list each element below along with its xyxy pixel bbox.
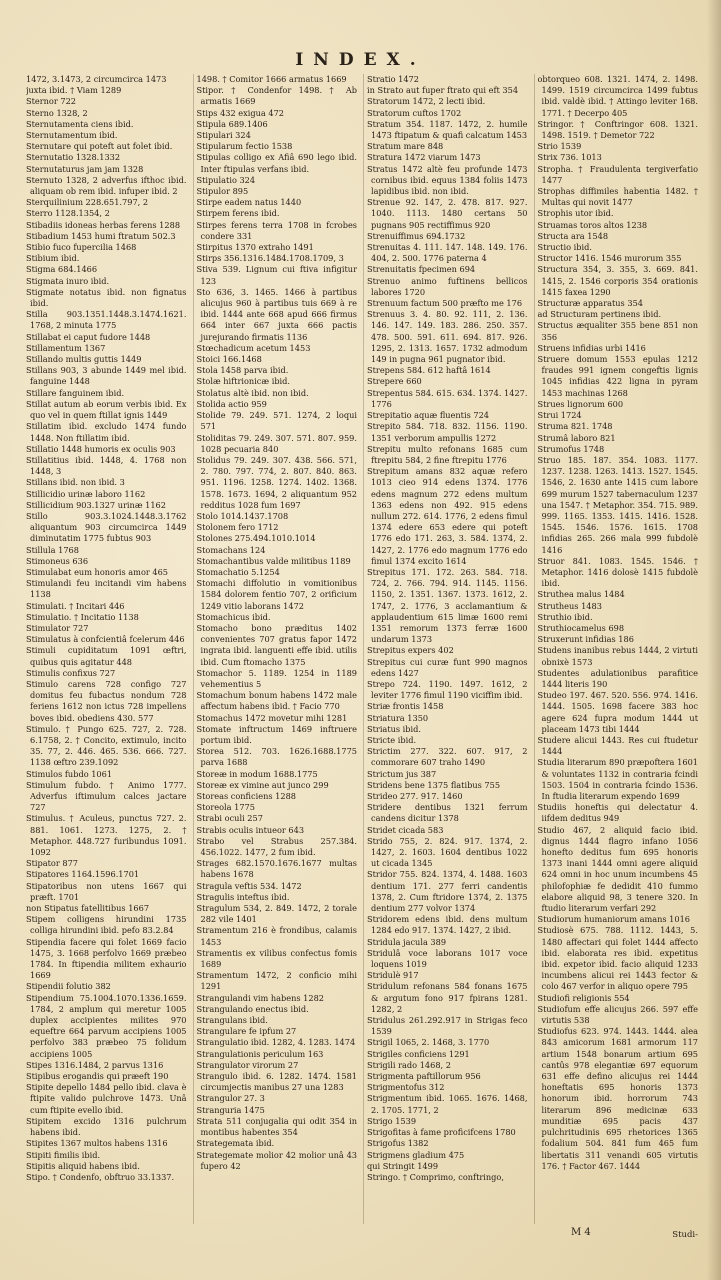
- index-entry: Stomate inftructum 1469 inftruere portum ibid.: [196, 723, 357, 745]
- index-entry: Strigil 1065, 2. 1468, 3. 1770: [367, 1037, 490, 1048]
- index-entry: Strio 1539: [537, 141, 582, 152]
- index-entry: Strenue 92. 147, 2. 478. 817. 927. 1040. 1113. 1480 certans 50 pugnans 905 rectiffimus 920: [367, 197, 528, 230]
- index-entry: Stricte ibid.: [367, 734, 417, 745]
- index-entry: 1498. † Comitor 1666 armatus 1669: [196, 74, 347, 84]
- index-entry: Stimulati. † Incitari 446: [26, 600, 125, 611]
- index-entry: Stipendia facere qui folet 1669 facio 1475, 3. 1668 perfolvo 1669 præbeo 1784. In ftipendia militem exhaurio 1669: [26, 936, 187, 981]
- index-entry: Stridulus 261.292.917 in Strigas feco 1539: [367, 1015, 528, 1037]
- index-entry: Studia literarum 890 præpoftera 1601 & voluntates 1132 in contraria fcindi 1503. 1504 in contraria fcindo 1536. In ftudia literarum expendo 1699: [537, 757, 698, 801]
- index-entry: Stratio 1472: [367, 74, 419, 84]
- index-entry: Stillans 903, 3 abunde 1449 mel ibid. fanguine 1448: [26, 365, 187, 387]
- index-entry: Storeæ in modum 1688.1775: [196, 768, 318, 779]
- index-entry: Stratura 1472 viarum 1473: [367, 152, 481, 163]
- index-entry: Struthea malus 1484: [537, 589, 625, 600]
- index-entry: Strata 511 conjugalia qui odit 354 in montibus habentes 354: [196, 1115, 357, 1138]
- index-entry: Studiofus 623. 974. 1443. 1444. alea 843 amicorum 1681 armorum 117 artium 1548 bonarum artium 695 cantûs 978 elegantiæ 697 equorum 631 effe defino alicujus rei 1444 honeftatis 695 honoris 1373 honorum ibid. horrorum 743 literarum 896 medicinæ 633 munditiæ 695 pacis 437 pulchritudinis 695 rhetorices 1365 fodalium 504. 841 fum 465 fum libertatis 311 venandi 605 virtutis 176. † Factor 467. 1444: [537, 1026, 698, 1171]
- index-entry: Stipitem excido 1316 pulchrum habens ibid.: [26, 1115, 187, 1138]
- index-entry: Stirps 356.1316.1484.1708.1709, 3: [196, 253, 344, 264]
- index-entry: Sternutamenta ciens ibid.: [26, 118, 134, 129]
- index-entry: Structio ibid.: [537, 242, 592, 253]
- index-entry: Strui 1724: [537, 410, 582, 421]
- index-entry: Strangulare fe ipfum 27: [196, 1026, 297, 1037]
- index-entry: Strix 736. 1013: [537, 152, 602, 163]
- index-entry: Strenuum factum 500 præfto me 176: [367, 298, 523, 309]
- index-entry: Structuræ apparatus 354: [537, 298, 643, 309]
- index-entry: Stipites 1367 multos habens 1316: [26, 1138, 168, 1149]
- index-entry: Striatura 1350: [367, 712, 429, 723]
- index-entry: Strigofitas à fame proficifcens 1780: [367, 1127, 516, 1138]
- index-entry: Stœchadicum acetum 1453: [196, 342, 311, 353]
- index-entry: Strictum jus 387: [367, 768, 437, 779]
- index-entry: Stomachi diffolutio in vomitionibus 1584 dolorem fentio 707, 2 orificium 1249 vitio laborans 1472: [196, 578, 357, 611]
- index-entry: Stibio fuco fupercilia 1468: [26, 242, 137, 253]
- index-entry: Struma 821. 1748: [537, 421, 613, 432]
- index-entry: Stomachor 5. 1189. 1254 in 1189 vehementius 5: [196, 667, 357, 689]
- index-entry: Stipite depello 1484 pello ibid. clava è ftipite valido pulchrove 1473. Unâ cum ftipite evello ibid.: [26, 1082, 187, 1115]
- index-entry: ad Structuram pertinens ibid.: [537, 309, 662, 320]
- index-entry: Sterno 1328, 2: [26, 107, 88, 118]
- index-column-1: [26, 74, 187, 1224]
- index-entry: Stipulor 895: [196, 186, 249, 197]
- index-entry: Stolidus 79. 249. 307. 438. 566. 571, 2. 780. 797. 774, 2. 807. 840. 863. 951. 1196. 1258. 1274. 1402. 1368. 1578. 1673. 1694, 2 aliquantum 952 redditus 1028 fum 1697: [196, 454, 357, 510]
- index-column-3: [363, 74, 528, 1224]
- index-entry: Stipem colligens hirundini 1735 colliga hirundini ibid. pefo 83.2.84: [26, 914, 187, 936]
- index-entry: Stringor. † Conftringor 608. 1321. 1498. 1519. † Demetor 722: [537, 118, 698, 141]
- index-entry: Stipularum fectio 1538: [196, 141, 293, 152]
- index-entry: Stipula 689.1406: [196, 118, 268, 129]
- index-entry: obtorqueo 608. 1321. 1474, 2. 1498. 1499. 1519 circumcirca 1499 fubtus ibid. valdè ibid. † Attingo leviter 168. 1771. † Decerpo 405: [537, 74, 698, 118]
- index-entry: Strenuo animo fuftinens bellicos labores 1720: [367, 275, 528, 297]
- signature-mark: M 4: [571, 1227, 591, 1238]
- index-entry: Stimuli cupiditatum 1091 œftri, quibus quis agitatur 448: [26, 645, 187, 667]
- index-entry: Studere alicui 1443. Res cui ftudetur 1444: [537, 734, 698, 757]
- index-entry: Stibadiis idoneas herbas ferens 1288: [26, 219, 181, 230]
- index-entry: Studio 467, 2 aliquid facio ibid. dignus 1444 flagro infano 1056 honefto deditus fum 695 honoris 1373 inani 1444 omni agere aliquid 624 omni in hoc unum incumbens 45 philofophiæ fe dedidit 410 fummo elabore aliquid 98, 3 tenere 320. In ftudio literarum verfari 292: [537, 824, 698, 914]
- index-entry: Strido 755, 2. 824. 917. 1374, 2. 1427, 2. 1603. 1604 dentibus 1022 ut cicada 1345: [367, 835, 528, 869]
- index-entry: Sto 636, 3. 1465. 1466 à partibus alicujus 960 à partibus tuis 669 à re ibid. 1444 ante 668 apud 666 firmus 664 inter 667 juxta 666 pactis jurejurando firmatis 1136: [196, 286, 357, 342]
- index-entry: Stillatitius ibid. 1448, 4. 1768 non 1448, 3: [26, 454, 187, 477]
- index-entry: Strangulatio ibid. 1282, 4. 1283. 1474: [196, 1037, 356, 1048]
- index-entry: Strangulo ibid. 6. 1282. 1474. 1581 circumjectis manibus 27 una 1283: [196, 1071, 357, 1093]
- index-entry: Stipulas colligo ex Afiâ 690 lego ibid. Inter ftipulas verfans ibid.: [196, 152, 357, 174]
- index-entry: Stipendii folutio 382: [26, 981, 111, 992]
- index-entry: Strigmentum ibid. 1065. 1676. 1468, 2. 1705. 1771, 2: [367, 1093, 528, 1115]
- index-entry: Studentes adulationibus parafitice 1444 literis 190: [537, 667, 698, 689]
- index-entry: Stimulis confixus 727: [26, 667, 116, 678]
- index-entry: Stimulum fubdo. † Animo 1777. Adverfus iftimulum calces jactare 727: [26, 779, 187, 813]
- index-entry: Stillans ibid. non ibid. 3: [26, 477, 125, 488]
- index-entry: Stridulè 917: [367, 970, 419, 981]
- index-entry: Strepitus 171. 172. 263. 584. 718. 724, 2. 766. 794. 914. 1145. 1156. 1150, 2. 1351. 1367. 1373. 1612, 2. 1747, 2. 1776, 3 acclamantium & applaudentium 615 limæ 1600 remi 1351 remorum 1373 ferræ 1600 undarum 1373: [367, 566, 528, 645]
- index-entry: Stirpe eadem natus 1440: [196, 197, 302, 208]
- index-entry: Stimoneus 636: [26, 555, 89, 566]
- index-entry: Strangulandi vim habens 1282: [196, 992, 324, 1003]
- index-entry: Strangulando enectus ibid.: [196, 1003, 309, 1014]
- index-entry: Studiis honeftis qui delectatur 4. iifdem deditus 949: [537, 802, 698, 824]
- index-columns: [26, 74, 698, 1224]
- index-entry: Stilla 903.1351.1448.3.1474.1621. 1768, 2 minuta 1775: [26, 309, 187, 331]
- index-entry: Stibium ibid.: [26, 253, 80, 264]
- index-entry: Stramentis ex vilibus confectus fomis 1689: [196, 947, 357, 970]
- index-entry: Studiofum effe alicujus 266. 597 effe virtutis 538: [537, 1003, 698, 1026]
- index-entry: Stimulatus à confcientiâ fcelerum 446: [26, 634, 185, 645]
- index-entry: Stomachum bonum habens 1472 male affectum habens ibid. † Facio 770: [196, 690, 357, 712]
- page-footer: [26, 1227, 698, 1243]
- index-entry: Stigmate notatus ibid. non fignatus ibid.: [26, 286, 187, 309]
- index-entry: Striæ frontis 1458: [367, 701, 444, 712]
- index-entry: Strabo vel Strabus 257.384. 456.1022. 1477, 2 fum ibid.: [196, 835, 357, 858]
- index-entry: Stridet cicada 583: [367, 824, 444, 835]
- index-entry: Stirpes ferens terra 1708 in fcrobes condere 331: [196, 219, 357, 241]
- index-entry: Strenuiffimus 694.1732: [367, 230, 466, 241]
- index-entry: Stomachans 124: [196, 544, 266, 555]
- index-entry: Stipes 1316.1484, 2 parvus 1316: [26, 1059, 164, 1070]
- index-entry: Stomachantibus valde militibus 1189: [196, 555, 351, 566]
- index-entry: Strenuus 3. 4. 80. 92. 111, 2. 136. 146. 147. 149. 183. 286. 250. 357. 478. 500. 591. 611. 694. 817. 926. 1295, 2. 1313. 1657. 1732 admodum 149 in pugna 961 pugnator ibid.: [367, 309, 528, 365]
- index-entry: Strigo 1539: [367, 1115, 417, 1126]
- index-entry: Stipulatio 324: [196, 174, 256, 185]
- index-entry: Sternuto 1328, 2 adverfus ifthoc ibid. aliquam ob rem ibid. infuper ibid. 2: [26, 174, 187, 197]
- index-entry: Stolide 79. 249. 571. 1274, 2 loqui 571: [196, 410, 357, 432]
- index-entry: Strigofus 1382: [367, 1138, 429, 1149]
- index-entry: Strigiles conficiens 1291: [367, 1048, 470, 1059]
- index-entry: Stipibus erogandis qui præeft 190: [26, 1071, 169, 1082]
- index-entry: Strabis oculis intueor 643: [196, 824, 305, 835]
- index-entry: Structura 354, 3. 355, 3. 669. 841. 1415, 2. 1546 corporis 354 orationis 1415 faxea 1290: [537, 264, 698, 297]
- index-entry: Stillando multis guttis 1449: [26, 354, 142, 365]
- index-entry: Struthiocamelus 698: [537, 622, 625, 633]
- index-entry: Stramentum 216 è frondibus, calamis 1453: [196, 925, 357, 947]
- index-entry: Stimulabat eum honoris amor 465: [26, 566, 169, 577]
- index-entry: Stropha. † Fraudulenta tergiverfatio 1477: [537, 163, 698, 185]
- index-entry: Strenuitas 4. 111. 147. 148. 149. 176. 404, 2. 500. 1776 paterna 4: [367, 242, 528, 264]
- index-entry: Strangulor 27. 3: [196, 1093, 265, 1104]
- index-entry: Strigili rado 1468, 2: [367, 1059, 451, 1070]
- index-entry: Strepitus expers 402: [367, 645, 454, 656]
- index-entry: Stolones 275.494.1010.1014: [196, 533, 316, 544]
- index-entry: Stirpem ferens ibid.: [196, 208, 280, 219]
- index-entry: Stratorum cuftos 1702: [367, 107, 462, 118]
- index-entry: Stolonem fero 1712: [196, 522, 279, 533]
- index-entry: Struere domum 1553 epulas 1212 fraudes 991 ignem congeftis lignis 1045 infidias 422 ligna in pyram 1453 machinas 1268: [537, 354, 698, 398]
- index-entry: Stratum mare 848: [367, 141, 444, 152]
- index-entry: Stomachatio 5.1254: [196, 566, 280, 577]
- index-entry: Struamas toros altos 1238: [537, 219, 648, 230]
- index-entry: Stragula veftis 534. 1472: [196, 880, 302, 891]
- index-entry: Strigmentofus 312: [367, 1082, 445, 1093]
- index-entry: Stillicidium 903.1327 urinæ 1162: [26, 499, 166, 510]
- index-entry: Striatus ibid.: [367, 723, 422, 734]
- index-entry: Strepo 724. 1190. 1497. 1612, 2 leviter 1776 fimul 1190 viciffim ibid.: [367, 678, 528, 701]
- index-entry: Stipor. † Condenfor 1498. † Ab armatis 1669: [196, 85, 357, 107]
- index-entry: Stillula 1768: [26, 544, 79, 555]
- index-entry: Sternutaturus jam jam 1328: [26, 163, 144, 174]
- page-fold-shadow: [707, 0, 721, 1280]
- index-entry: Stillabat ei caput fudore 1448: [26, 331, 151, 342]
- index-entry: Strophis utor ibid.: [537, 208, 614, 219]
- index-entry: Stragulis inteftus ibid.: [196, 891, 290, 902]
- index-entry: Stipiti fimilis ibid.: [26, 1149, 101, 1160]
- index-column-2: [193, 74, 358, 1224]
- index-entry: Strepitus cui curæ funt 990 magnos edens 1427: [367, 656, 528, 678]
- index-entry: Stipulari 324: [196, 130, 251, 141]
- index-entry: Strategemata ibid.: [196, 1138, 275, 1149]
- index-entry: Stimulandi feu incitandi vim habens 1138: [26, 578, 187, 600]
- index-entry: Sternutamentum ibid.: [26, 130, 118, 141]
- index-entry: Studeo 197. 467. 520. 556. 974. 1416. 1444. 1505. 1698 facere 383 hoc agere 624 fupra modum 1444 ut placeam 1473 tibi 1444: [537, 690, 698, 734]
- index-entry: Stridorem edens ibid. dens multum 1284 edo 917. 1374. 1427, 2 ibid.: [367, 914, 528, 936]
- index-entry: Struens infidias urbi 1416: [537, 342, 646, 353]
- index-entry: Struor 841. 1083. 1545. 1546. † Metaphor. 1416 dolosè 1415 fubdolè ibid.: [537, 555, 698, 589]
- index-entry: Stillare fanguinem ibid.: [26, 387, 125, 398]
- index-entry: Strideo 277. 917. 1460: [367, 791, 463, 801]
- index-entry: Stimulatio. † Incitatio 1138: [26, 611, 139, 622]
- index-entry: Stipendium 75.1004.1070.1336.1659. 1784, 2 amplum qui meretur 1005 duplex accipientes milites 970 equeftre 664 parvum accipiens 1005 perfolvo 383 præbeo 75 folidum accipiens 1005: [26, 992, 187, 1059]
- index-entry: Structor 1416. 1546 murorum 355: [537, 253, 682, 264]
- index-entry: Stimulos fubdo 1061: [26, 768, 113, 779]
- index-entry: Stratorum 1472, 2 lecti ibid.: [367, 96, 486, 107]
- index-entry: non Stipatus fatellitibus 1667: [26, 903, 150, 914]
- index-entry: Stimulus. † Aculeus, punctus 727. 2. 881. 1061. 1273. 1275, 2. † Metaphor. 448.727 furibundus 1091. 1092: [26, 813, 187, 858]
- index-entry: Storeæ ex vimine aut junco 299: [196, 779, 329, 790]
- index-entry: Stimulo. † Pungo 625. 727, 2. 728. 6.1758, 2. † Concito, extimulo, incito 35. 77, 2. 446. 465. 536. 666. 727. 1138 œftro 239.1092: [26, 723, 187, 768]
- index-entry: in Strato aut fuper ftrato qui eft 354: [367, 85, 519, 96]
- index-entry: 1472, 3.1473, 2 circumcirca 1473: [26, 74, 167, 84]
- index-entry: Strumofus 1748: [537, 443, 605, 454]
- index-entry: Stipatoribus non utens 1667 qui præft. 1701: [26, 880, 187, 902]
- index-entry: Stips 432 exigua 472: [196, 107, 284, 118]
- index-entry: Strigmenta paftillorum 956: [367, 1071, 481, 1082]
- index-entry: Strumâ laboro 821: [537, 432, 616, 443]
- index-entry: Stillamentum 1367: [26, 342, 106, 353]
- index-entry: Strepentus 584. 615. 634. 1374. 1427. 1776: [367, 387, 528, 409]
- index-entry: Stomachicus ibid.: [196, 611, 271, 622]
- index-entry: Stratum 354. 1187. 1472, 2. humile 1473 ftipatum & quafi calcatum 1453: [367, 118, 528, 141]
- index-entry: Sternutatio 1328.1332: [26, 152, 121, 163]
- index-entry: Strictim 277. 322. 607. 917, 2 commorare 607 traho 1490: [367, 746, 528, 768]
- index-entry: Stipatores 1164.1596.1701: [26, 869, 140, 880]
- index-entry: Storeola 1775: [196, 802, 255, 813]
- index-entry: Stillatim ibid. excludo 1474 fundo 1448. Non ftillatim ibid.: [26, 421, 187, 443]
- index-entry: Stridens bene 1375 flatibus 755: [367, 779, 501, 790]
- index-entry: Struo 185. 187. 354. 1083. 1177. 1237. 1238. 1263. 1413. 1527. 1545. 1546, 2. 1630 ante 1415 cum labore 699 murum 1527 tabernaculum 1237 una 1547. † Metaphor. 354. 715. 989. 999. 1165. 1353. 1415. 1416. 1528. 1545. 1546. 1576. 1615. 1708 infidias 265. 266 mala 999 fubdolè 1416: [537, 454, 698, 555]
- index-entry: Stridulum refonans 584 fonans 1675 & argutum fono 917 fpirans 1281. 1282, 2: [367, 981, 528, 1014]
- catchword: Studi-: [672, 1230, 698, 1240]
- index-entry: Stipator 877: [26, 858, 79, 869]
- index-entry: Stibadium 1453 humi ftratum 502.3: [26, 230, 176, 241]
- index-entry: Strepitum amans 832 aquæ refero 1013 cieo 914 edens 1374. 1776 edens magnum 272 edens multum 1363 edens non 492. 915 edens nullum 272. 614. 1776, 2 edens fimul 1374 edere 653 edere qui poteft 1776 edo 171. 263, 3. 584. 1374, 2. 1427, 2. 1776 edo magnum 1776 edo fimul 1374 excito 1614: [367, 466, 528, 566]
- index-entry: Studiorum humaniorum amans 1016: [537, 914, 691, 925]
- index-entry: Sterquilinium 228.651.797, 2: [26, 197, 149, 208]
- index-entry: juxta ibid. † Viam 1289: [26, 85, 122, 96]
- index-entry: Strenuitatis fpecimen 694: [367, 264, 476, 275]
- index-entry: Stigma 684.1466: [26, 264, 98, 275]
- index-entry: qui Stringit 1499: [367, 1160, 439, 1171]
- index-entry: Stomacho bono præditus 1402 convenientes 707 gratus fapor 1472 ingrata ibid. languenti effe ibid. utilis ibid. Cum ftomacho 1375: [196, 622, 357, 667]
- index-entry: Stramentum 1472, 2 conficio mihi 1291: [196, 970, 357, 992]
- index-entry: Strues lignorum 600: [537, 398, 624, 409]
- index-entry: Sternor 722: [26, 96, 77, 107]
- index-entry: Strepitatio aquæ fluentis 724: [367, 410, 490, 421]
- index-entry: Stipitis aliquid habens ibid.: [26, 1160, 140, 1171]
- index-entry: Strutheus 1483: [537, 600, 602, 611]
- index-entry: Structus æqualiter 355 bene 851 non 356: [537, 320, 698, 342]
- index-entry: Stillo 903.3.1024.1448.3.1762 aliquantum 903 circumcirca 1449 diminutatim 1775 fubtus 903: [26, 510, 187, 544]
- index-entry: Studiosè 675. 788. 1112. 1443, 5. 1480 affectari qui folet 1444 affecto ibid. elaborata res ibid. expetitus ibid. expetor ibid. facio aliquid 1233 incumbens alicui rei 1443 fector & colo 467 verfor in aliquo opere 795: [537, 925, 698, 992]
- index-entry: Strategemate molior 42 molior unâ 43 fupero 42: [196, 1149, 357, 1171]
- index-entry: Storea 512. 703. 1626.1688.1775 parva 1688: [196, 746, 357, 768]
- index-entry: Strophas diffimiles habentia 1482. † Multas qui novit 1477: [537, 186, 698, 208]
- index-entry: Stolo 1014.1437.1708: [196, 510, 289, 521]
- index-entry: Strages 682.1570.1676.1677 multas habens 1678: [196, 858, 357, 880]
- index-entry: Stolatus altè ibid. non ibid.: [196, 387, 309, 398]
- index-entry: Stoliditas 79. 249. 307. 571. 807. 959. 1028 pecuaria 840: [196, 432, 357, 454]
- index-entry: Studens inanibus rebus 1444, 2 virtuti obnixè 1573: [537, 645, 698, 667]
- index-entry: Stranguria 1475: [196, 1104, 265, 1115]
- index-entry: Stomachus 1472 movetur mihi 1281: [196, 712, 348, 723]
- index-entry: Storeas conficiens 1288: [196, 791, 296, 801]
- index-entry: Stillatio 1448 humoris ex oculis 903: [26, 443, 176, 454]
- index-entry: Stiva 539. Lignum cui ftiva infigitur 123: [196, 264, 357, 286]
- index-entry: Strepere 660: [367, 376, 422, 387]
- index-entry: Struxerunt infidias 186: [537, 634, 634, 645]
- index-entry: Struthio ibid.: [537, 611, 593, 622]
- page-title: INDEX.: [295, 50, 426, 70]
- index-entry: Stringo. † Comprimo, conftringo,: [367, 1171, 504, 1182]
- index-entry: Strigmens gladium 475: [367, 1149, 465, 1160]
- index-entry: Strangulans ibid.: [196, 1015, 268, 1026]
- index-entry: Stoici 166.1468: [196, 354, 262, 365]
- index-entry: Stillat autum ab eorum verbis ibid. Ex quo vel in quem ftillat ignis 1449: [26, 398, 187, 421]
- index-entry: Stillicidio urinæ laboro 1162: [26, 488, 146, 499]
- index-entry: Stridere dentibus 1321 ferrum candens dicitur 1378: [367, 802, 528, 824]
- index-entry: Stridor 755. 824. 1374, 4. 1488. 1603 dentium 171. 277 ferri candentis 1378, 2. Cum ftridore 1374, 2. 1375 dentium 277 volvor 1374: [367, 869, 528, 914]
- index-entry: Strepitu multo refonans 1685 cum ftrepitu 584, 2 fine ftrepitu 1776: [367, 443, 528, 465]
- index-entry: Stirpitus 1370 extraho 1491: [196, 242, 314, 253]
- index-entry: Strepito 584. 718. 832. 1156. 1190. 1351 verborum ampullis 1272: [367, 421, 528, 443]
- index-entry: Structa ara 1548: [537, 230, 609, 241]
- index-entry: Stratus 1472 altè feu profunde 1473 cornibus ibid. equus 1384 foliis 1473 lapidibus ibid. non ibid.: [367, 163, 528, 197]
- index-entry: Stigmata inuro ibid.: [26, 275, 110, 286]
- index-entry: Sternutare qui poteft aut folet ibid.: [26, 141, 173, 152]
- index-entry: Stolæ hiftrionicæ ibid.: [196, 376, 291, 387]
- index-column-4: [534, 74, 699, 1224]
- index-entry: Studiofi religionis 554: [537, 992, 630, 1003]
- index-entry: Sterro 1128.1354, 2: [26, 208, 110, 219]
- index-entry: Stragulum 534, 2. 849. 1472, 2 torale 282 vile 1401: [196, 903, 357, 925]
- index-entry: Stridula jacula 389: [367, 936, 447, 947]
- index-entry: Strangulator virorum 27: [196, 1059, 299, 1070]
- index-entry: Stolida actio 959: [196, 398, 267, 409]
- index-entry: Strabi oculi 257: [196, 813, 263, 824]
- index-entry: Strangulationis periculum 163: [196, 1048, 324, 1059]
- index-entry: Strepens 584. 612 haftâ 1614: [367, 365, 491, 376]
- index-entry: Stridulâ voce laborans 1017 voce loquens 1019: [367, 947, 528, 970]
- index-entry: Stipo. † Condenfo, obftruo 33.1337.: [26, 1171, 175, 1182]
- index-entry: Stimulo carens 728 configo 727 domitus feu fubactus nondum 728 feriens 1612 non ictus 728 impellens boves ibid. obediens 430. 577: [26, 678, 187, 723]
- index-entry: Stola 1458 parva ibid.: [196, 365, 289, 376]
- index-entry: Stimulator 727: [26, 622, 89, 633]
